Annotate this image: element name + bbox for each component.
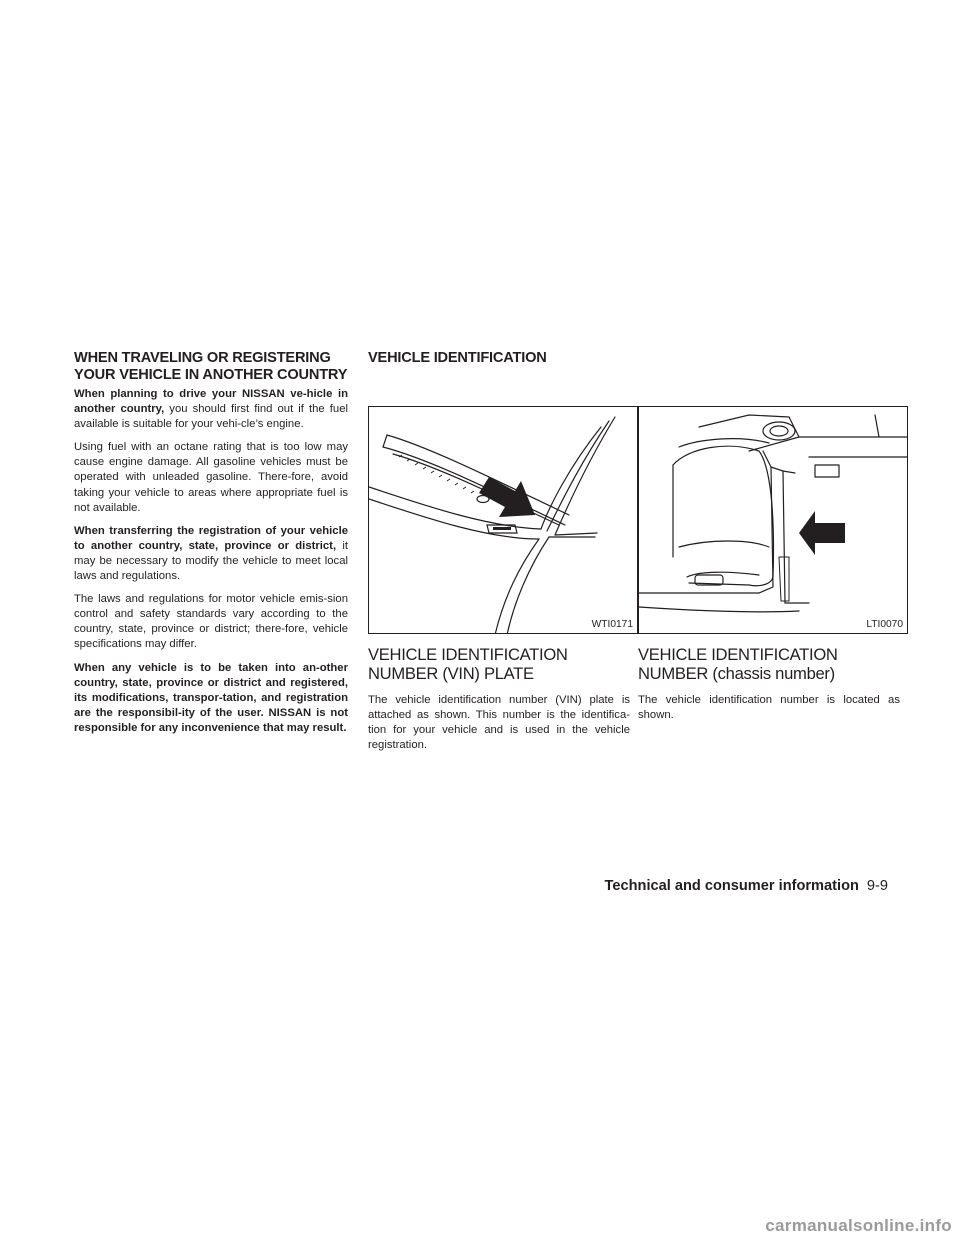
page-number: 9-9	[866, 878, 888, 894]
vin-plate-body: The vehicle identification number (VIN) plate is attached as shown. This number is the identifica-tion for your vehicle and is used in the vehicle registration.	[368, 693, 630, 751]
paragraph-bold-lead: When planning to drive your NISSAN ve-hicle in another country,	[74, 388, 348, 416]
right-column	[368, 350, 903, 751]
paragraph-bold-lead: When transferring the registration of your vehicle to another country, state, province or district,	[74, 524, 348, 552]
seat-floor-drawing	[639, 407, 908, 634]
chassis-number-section	[638, 645, 900, 731]
figure-row	[368, 406, 903, 634]
windshield-dashboard-drawing	[369, 407, 638, 634]
chassis-number-title: VEHICLE IDENTIFICATION NUMBER (chassis number)	[638, 644, 838, 683]
footer-section-name: Technical and consumer information	[604, 878, 859, 894]
left-column	[74, 350, 348, 744]
section-heading-vehicle-identification: VEHICLE IDENTIFICATION	[368, 350, 547, 366]
figure-code: LTI0070	[866, 618, 903, 630]
chassis-number-illustration	[638, 406, 908, 634]
paragraph-transfer-registration: When transferring the registration of your vehicle to another country, state, province or district, it may be necessary to modify the vehicle to meet local laws and regulations.	[74, 524, 348, 583]
paragraph-driving-abroad: When planning to drive your NISSAN ve-hicle in another country, you should first find out if the fuel available is suitable for your vehi-cle’s engine.	[74, 388, 349, 431]
chassis-number-body: The vehicle identification number is located as shown.	[638, 693, 900, 721]
page-footer	[605, 877, 888, 895]
paragraph-responsibility-warning: When any vehicle is to be taken into an-other country, state, province or district and registered, its modifications, transpor-tation, and registration are the responsibil-ity of the user. NISSAN is not responsible for any inconvenience that may result.	[74, 661, 348, 734]
figure-code: WTI0171	[591, 618, 633, 630]
vin-plate-illustration	[368, 406, 638, 634]
vin-plate-title: VEHICLE IDENTIFICATION NUMBER (VIN) PLATE	[368, 644, 568, 683]
section-heading-traveling: WHEN TRAVELING OR REGISTERING YOUR VEHICLE IN ANOTHER COUNTRY	[74, 350, 348, 383]
paragraph-laws-regulations: The laws and regulations for motor vehicle emis-sion control and safety standards vary according to the country, state, province or district; there-fore, vehicle specifications may differ.	[74, 593, 348, 651]
watermark: carmanualsonline.info	[765, 1216, 952, 1235]
vin-plate-section	[368, 645, 630, 761]
paragraph-octane: Using fuel with an octane rating that is too low may cause engine damage. All gasoline vehicles must be operated with unleaded gasoline. There-fore, avoid taking your vehicle to areas where appropriate fuel is not available.	[74, 441, 348, 514]
